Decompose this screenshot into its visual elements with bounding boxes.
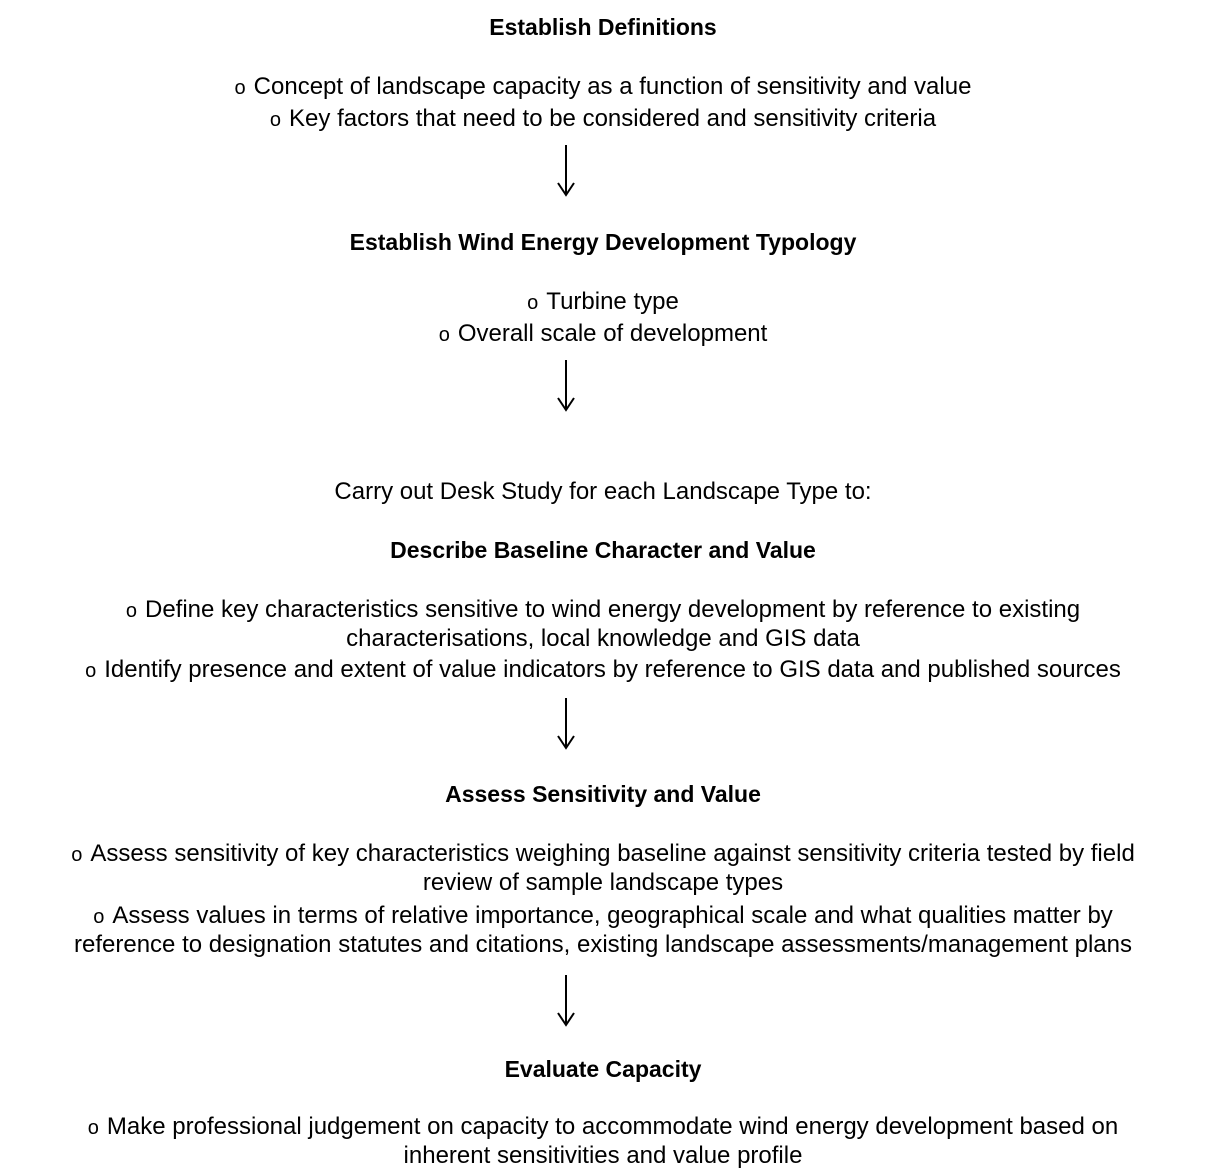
step-3-intro: Carry out Desk Study for each Landscape Type to: xyxy=(334,478,872,505)
bullet-marker: o xyxy=(85,660,97,682)
step-5-bullet-1-line-2: inherent sensitivities and value profile xyxy=(403,1142,803,1169)
step-2-bullet-2-text: Overall scale of development xyxy=(457,320,768,347)
step-3-bullet-1-line-2: characterisations, local knowledge and GIS data xyxy=(346,625,860,652)
step-4-bullet-2-line-1 xyxy=(0,902,1206,931)
step-2-bullet-2 xyxy=(0,320,1206,349)
step-4-bullet-1-text: Assess sensitivity of key characteristics weighing baseline against sensitivity criteria tested by field xyxy=(90,840,1135,867)
step-2-heading: Establish Wind Energy Development Typology xyxy=(349,229,857,255)
step-1-bullet-1 xyxy=(0,73,1206,102)
step-4-heading: Assess Sensitivity and Value xyxy=(445,781,761,807)
bullet-marker: o xyxy=(527,292,539,314)
step-3-bullet-1-line-1 xyxy=(0,596,1206,625)
step-3-bullet-1-text: Define key characteristics sensitive to wind energy development by reference to existing xyxy=(144,596,1081,623)
bullet-marker: o xyxy=(269,109,282,131)
bullet-marker: o xyxy=(93,906,105,928)
bullet-marker: o xyxy=(71,844,83,866)
step-5-bullet-1-text: Make professional judgement on capacity to accommodate wind energy development based on xyxy=(106,1113,1119,1140)
step-4-bullet-2-line-2: reference to designation statutes and citations, existing landscape assessments/management plans xyxy=(74,931,1132,958)
step-1-bullet-2-text: Key factors that need to be considered and sensitivity criteria xyxy=(289,105,937,132)
step-3-heading: Describe Baseline Character and Value xyxy=(390,537,816,563)
step-3-bullet-2-text: Identify presence and extent of value indicators by reference to GIS data and published sources xyxy=(104,656,1121,683)
step-2-bullet-1 xyxy=(0,288,1206,317)
step-4-bullet-1-line-2: review of sample landscape types xyxy=(422,869,784,896)
down-arrow-icon xyxy=(556,360,576,412)
step-5-bullet-1-line-1 xyxy=(0,1113,1206,1142)
bullet-marker: o xyxy=(87,1117,99,1139)
bullet-marker: o xyxy=(125,600,137,622)
down-arrow-icon xyxy=(556,698,576,750)
bullet-marker: o xyxy=(234,77,246,99)
step-3-bullet-2 xyxy=(0,656,1206,685)
bullet-marker: o xyxy=(438,324,450,346)
down-arrow-icon xyxy=(556,975,576,1027)
step-1-bullet-2 xyxy=(0,105,1206,134)
step-1-bullet-1-text: Concept of landscape capacity as a function of sensitivity and value xyxy=(253,73,972,100)
step-4-bullet-1-line-1 xyxy=(0,840,1206,869)
step-4-bullet-2-text: Assess values in terms of relative importance, geographical scale and what qualities matter by xyxy=(112,902,1113,929)
step-5-heading: Evaluate Capacity xyxy=(504,1056,702,1082)
step-2-bullet-1-text: Turbine type xyxy=(546,288,679,315)
step-1-heading: Establish Definitions xyxy=(489,14,717,40)
down-arrow-icon xyxy=(556,145,576,197)
